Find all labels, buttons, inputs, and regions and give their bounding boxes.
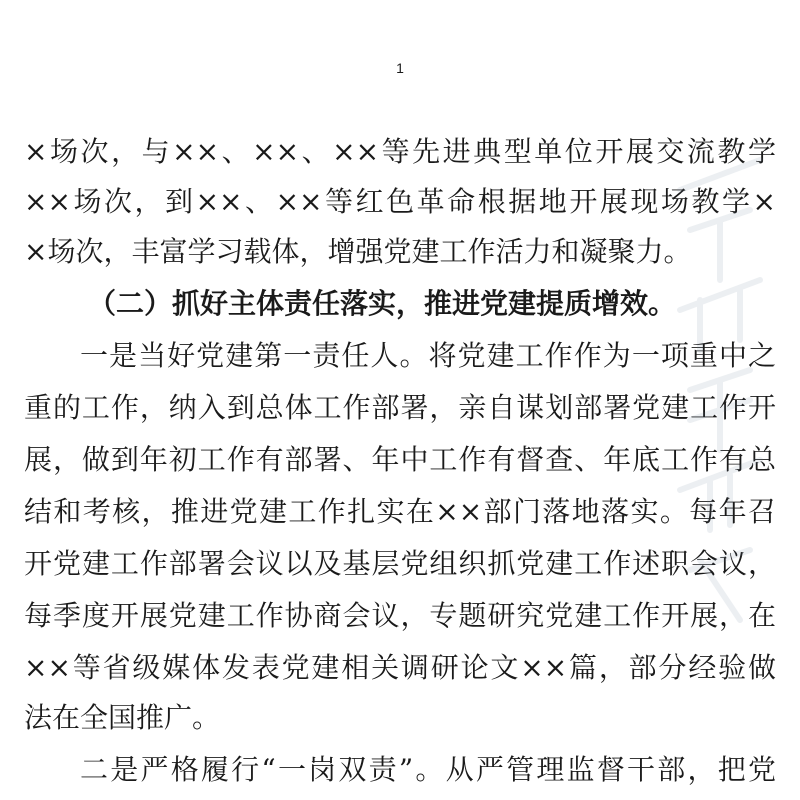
section-heading: （二）抓好主体责任落实，推进党建提质增效。 <box>88 287 677 320</box>
text-line: ×场次，与××、××、××等先进典型单位开展交流教学 <box>24 135 776 168</box>
text-line: 重的工作，纳入到总体工作部署，亲自谋划部署党建工作开 <box>24 391 776 424</box>
text-line: 每季度开展党建工作协商会议，专题研究党建工作开展，在 <box>24 599 776 632</box>
text-line: ××场次，到××、××等红色革命根据地开展现场教学× <box>24 185 776 218</box>
text-line: 一是当好党建第一责任人。将党建工作作为一项重中之 <box>80 339 776 372</box>
text-line: ×场次，丰富学习载体，增强党建工作活力和凝聚力。 <box>24 235 692 268</box>
text-line: 结和考核，推进党建工作扎实在××部门落地落实。每年召 <box>24 495 776 528</box>
text-line: 法在全国推广。 <box>24 701 221 734</box>
text-line: 展，做到年初工作有部署、年中工作有督查、年底工作有总 <box>24 443 776 476</box>
page-number: 1 <box>396 60 404 76</box>
text-line: ××等省级媒体发表党建相关调研论文××篇，部分经验做 <box>24 651 776 684</box>
text-line: 开党建工作部署会议以及基层党组织抓党建工作述职会议， <box>24 547 776 580</box>
text-line: 二是严格履行“一岗双责”。从严管理监督干部，把党 <box>80 753 776 786</box>
